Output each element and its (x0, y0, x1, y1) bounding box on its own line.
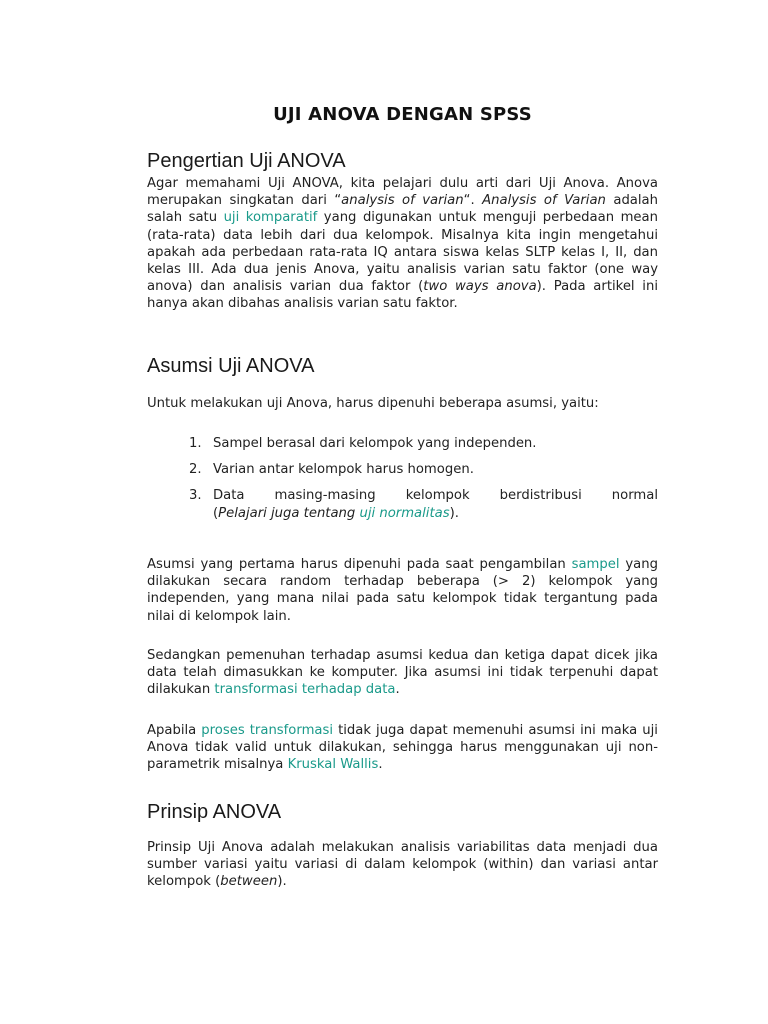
link-kruskal-wallis[interactable]: Kruskal Wallis (287, 757, 379, 773)
paragraph-asumsi-intro: Untuk melakukan uji Anova, harus dipenuhi beberapa asumsi, yaitu: (147, 396, 599, 411)
paragraph-prinsip: Prinsip Uji Anova adalah melakukan analisis variabilitas data menjadi dua sumber variasi yaitu variasi di dalam kelompok (within) dan variasi antar kelompok (between). (147, 840, 658, 890)
link-sampel[interactable]: sampel (571, 557, 620, 572)
paragraph-asumsi-kedua: Sedangkan pemenuhan terhadap asumsi kedua dan ketiga dapat dicek jika data telah dimasukkan ke komputer. Jika asumsi ini tidak terpenuhi dapat dilakukan transformasi terhadap data. (147, 648, 658, 698)
list-item: 3. Data masing-masing kelompok berdistribusi normal (Pelajari juga tentang uji normalitas). (189, 488, 658, 521)
asumsi-list (189, 435, 658, 522)
paragraph-pengertian: Agar memahami Uji ANOVA, kita pelajari dulu arti dari Uji Anova. Anova merupakan singkatan dari “analysis of varian“. Analysis of Varian adalah salah satu uji komparatif yang digunakan untuk menguji perbedaan mean (rata-rata) data lebih dari dua kelompok. Misalnya kita ingin mengetahui apakah ada perbedaan rata-rata IQ antara siswa kelas SLTP kelas I, II, dan kelas III. Ada dua jenis Anova, yaitu analisis varian satu faktor (one way anova) dan analisis varian dua faktor (two ways anova). Pada artikel ini hanya akan dibahas analisis varian satu faktor. (147, 176, 658, 312)
heading-pengertian: Pengertian Uji ANOVA (147, 150, 346, 172)
paragraph-transformasi: Apabila proses transformasi tidak juga dapat memenuhi asumsi ini maka uji Anova tidak valid untuk dilakukan, sehingga harus menggunakan uji non-parametrik misalnya Kruskal Wallis. (147, 723, 658, 773)
heading-asumsi: Asumsi Uji ANOVA (147, 355, 315, 377)
paragraph-asumsi-pertama: Asumsi yang pertama harus dipenuhi pada saat pengambilan sampel yang dilakukan secara random terhadap beberapa (> 2) kelompok yang independen, yang mana nilai pada satu kelompok tidak tergantung pada nilai di kelompok lain. (147, 557, 658, 624)
heading-prinsip: Prinsip ANOVA (147, 801, 282, 823)
list-item: 1. Sampel berasal dari kelompok yang independen. (189, 436, 537, 451)
link-uji-normalitas[interactable]: uji normalitas (359, 505, 450, 521)
link-uji-komparatif[interactable]: uji komparatif (223, 210, 318, 226)
link-transformasi-data[interactable]: transformasi terhadap data (214, 682, 396, 698)
document-title: UJI ANOVA DENGAN SPSS (273, 104, 532, 125)
list-item: 2. Varian antar kelompok harus homogen. (189, 462, 474, 478)
link-proses-transformasi[interactable]: proses transformasi (201, 723, 334, 738)
